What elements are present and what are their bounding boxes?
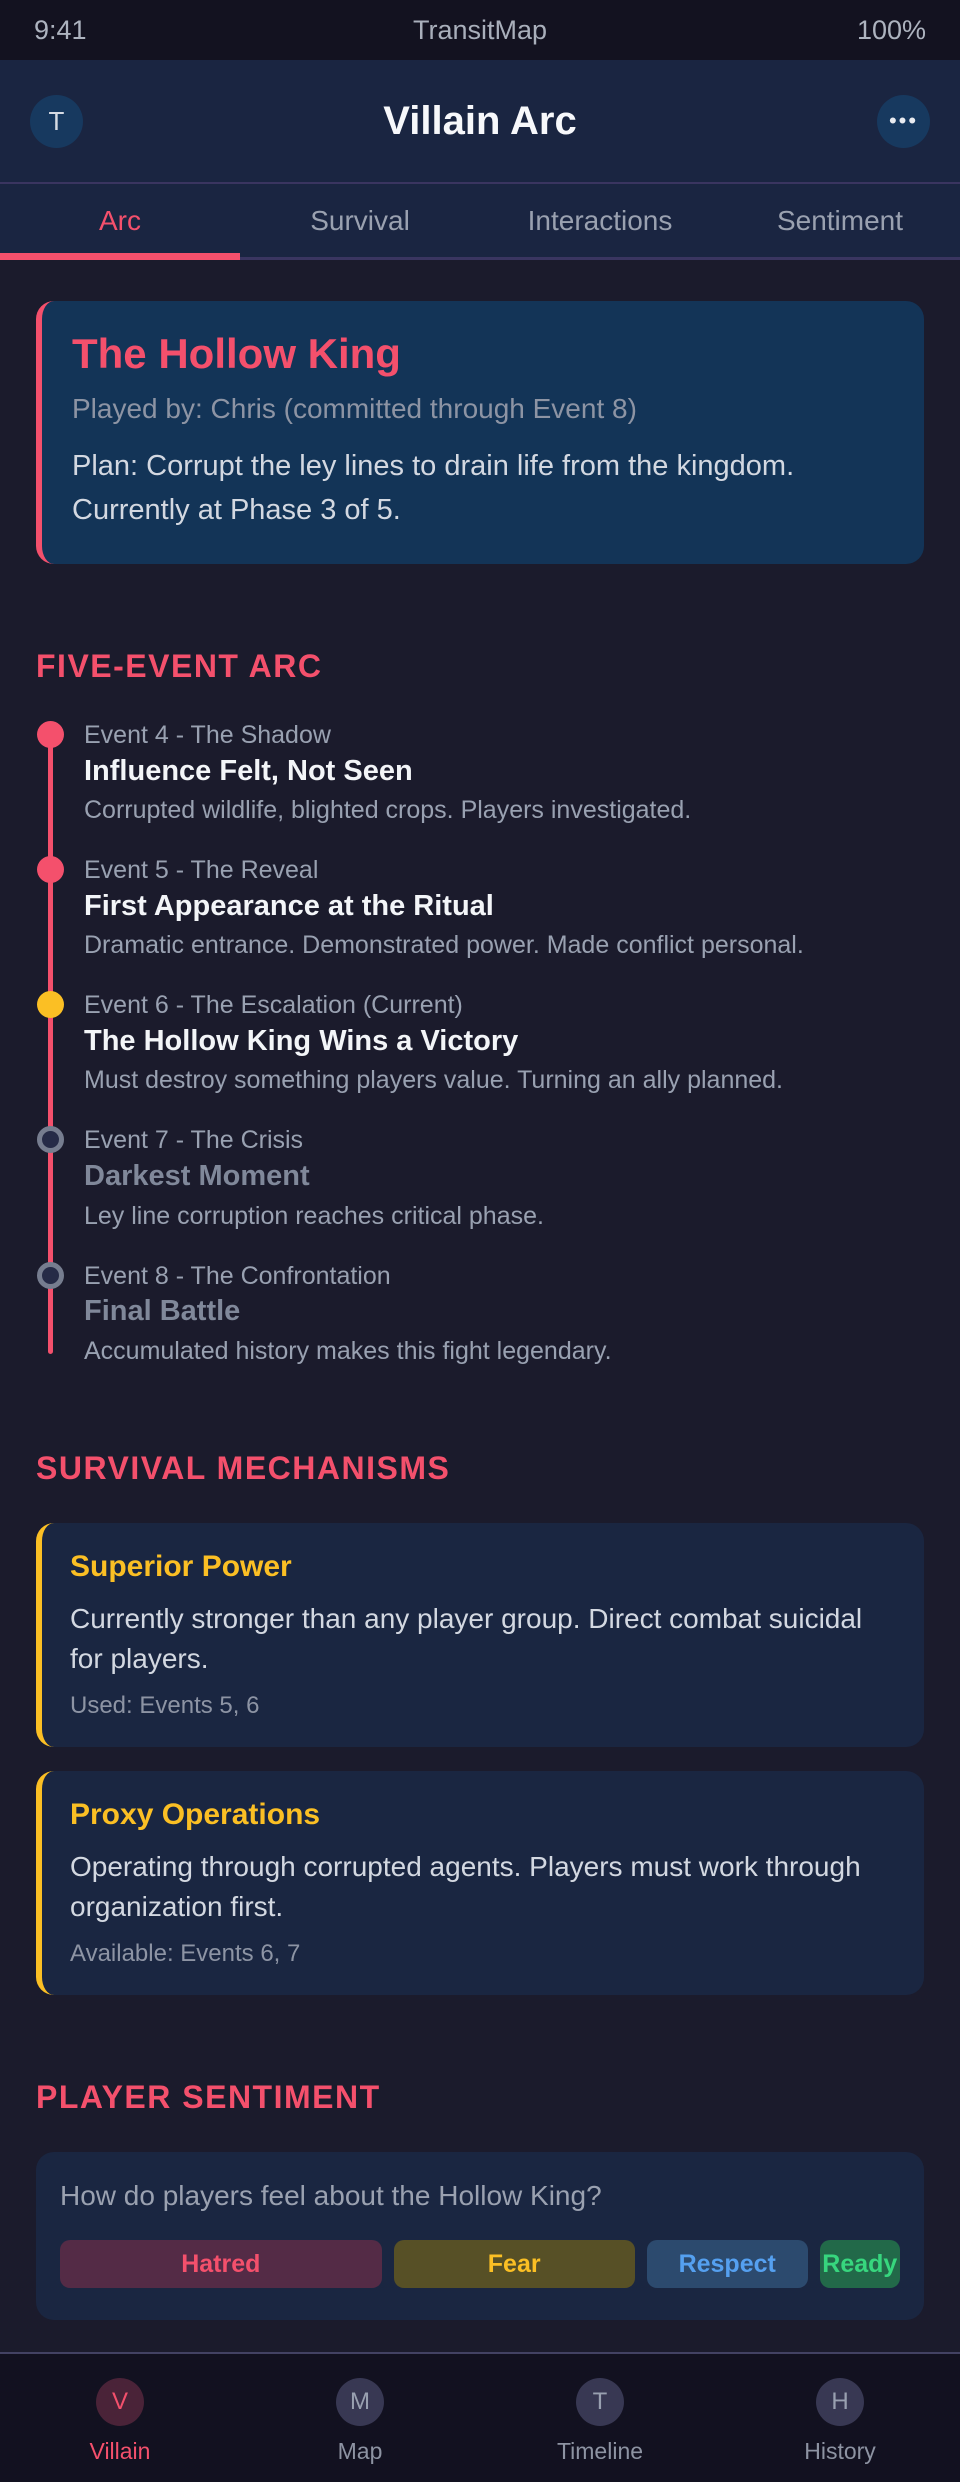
nav-circle-letter: M [350,2388,370,2415]
event-label: Event 8 - The Confrontation [84,1261,391,1290]
mechanism-title: Proxy Operations [70,1797,321,1831]
event-label: Event 7 - The Crisis [84,1126,304,1155]
nav-item-map[interactable] [240,2378,480,2465]
nav-circle-letter: H [831,2388,849,2415]
content-area [0,260,960,2352]
nav-circle-letter: V [111,2388,128,2415]
mechanism-meta: Used: Events 5, 6 [70,1691,260,1719]
sentiment-options-row [60,2240,900,2288]
event-description: Must destroy something players value. Turning an ally planned. [84,1066,783,1095]
sentiment-question: How do players feel about the Hollow King? [60,2180,602,2212]
tab-survival-label: Survival [310,204,410,236]
section-heading-sentiment: PLAYER SENTIMENT [36,2079,381,2116]
timeline-event-6-current[interactable] [84,991,924,1095]
villain-icon [96,2378,144,2426]
event-label: Event 6 - The Escalation (Current) [84,991,463,1020]
nav-item-history[interactable] [720,2378,960,2465]
nav-label: Villain [89,2438,151,2464]
status-battery: 100% [856,14,926,45]
section-heading-survival: SURVIVAL MECHANISMS [36,1449,451,1486]
timeline-dot-current-icon [37,991,64,1018]
timeline-dot-upcoming-icon [37,1262,64,1289]
villain-summary-card [36,301,924,564]
overflow-menu-button[interactable] [877,95,930,148]
map-icon [336,2378,384,2426]
timeline-event-7[interactable] [84,1126,924,1230]
event-description: Dramatic entrance. Demonstrated power. Made conflict personal. [84,931,804,960]
timeline-dot-done-icon [37,721,64,748]
villain-played-by: Played by: Chris (committed through Event 8) [72,393,637,425]
mechanism-body: Currently stronger than any player group. Direct combat suicidal for players. [70,1602,863,1675]
sentiment-button-respect[interactable]: Respect [647,2240,808,2288]
sentiment-button-hatred[interactable]: Hatred [60,2240,382,2288]
tab-interactions[interactable] [480,184,720,257]
villain-plan: Plan: Corrupt the ley lines to drain life from the kingdom. Currently at Phase 3 of 5. [72,450,795,526]
event-description: Accumulated history makes this fight legendary. [84,1336,612,1365]
history-icon [816,2378,864,2426]
timeline-dot-done-icon [37,856,64,883]
event-title: Darkest Moment [84,1160,310,1193]
tab-sentiment-label: Sentiment [776,204,904,236]
status-time: 9:41 [34,14,87,45]
ellipsis-icon: ••• [888,108,919,133]
event-label: Event 5 - The Reveal [84,856,319,885]
tab-sentiment[interactable] [720,184,960,257]
event-timeline [36,721,924,1365]
bottom-nav [0,2352,960,2482]
event-label: Event 4 - The Shadow [84,721,331,750]
timeline-dot-upcoming-icon [37,1126,64,1153]
event-description: Ley line corruption reaches critical phase. [84,1201,544,1230]
event-title: Influence Felt, Not Seen [84,754,413,787]
nav-item-villain[interactable] [0,2378,240,2465]
sentiment-card [36,2152,924,2320]
nav-label: Map [337,2438,383,2464]
mechanism-meta: Available: Events 6, 7 [70,1940,301,1968]
timeline-event-5[interactable] [84,856,924,960]
tab-arc[interactable] [0,184,240,257]
sentiment-button-fear[interactable]: Fear [394,2240,635,2288]
mechanism-body: Operating through corrupted agents. Players must work through organization first. [70,1850,861,1923]
timeline-event-8[interactable] [84,1262,924,1366]
tab-survival[interactable] [240,184,480,257]
timeline-icon [576,2378,624,2426]
avatar[interactable] [30,95,83,148]
nav-label: History [804,2438,876,2464]
villain-name: The Hollow King [72,330,401,377]
sentiment-button-ready[interactable]: Ready [820,2240,900,2288]
mechanism-card-proxy-operations[interactable] [36,1771,924,1995]
event-description: Corrupted wildlife, blighted crops. Players investigated. [84,796,692,825]
page-title: Villain Arc [383,98,577,143]
nav-label: Timeline [556,2438,644,2464]
tab-interactions-label: Interactions [527,204,673,236]
section-heading-arc: FIVE-EVENT ARC [36,648,323,685]
nav-circle-letter: T [592,2388,608,2415]
tab-bar [0,182,960,260]
header [0,60,960,182]
status-app-title: TransitMap [412,14,548,45]
nav-item-timeline[interactable] [480,2378,720,2465]
tab-arc-label: Arc [99,204,141,236]
event-title: Final Battle [84,1295,241,1328]
timeline-line [48,733,53,1353]
avatar-letter: T [48,105,65,136]
mechanism-title: Superior Power [70,1549,292,1583]
timeline-event-4[interactable] [84,721,924,825]
mechanism-card-superior-power[interactable] [36,1523,924,1747]
event-title: The Hollow King Wins a Victory [84,1025,519,1058]
status-bar [0,0,960,60]
event-title: First Appearance at the Ritual [84,890,494,923]
